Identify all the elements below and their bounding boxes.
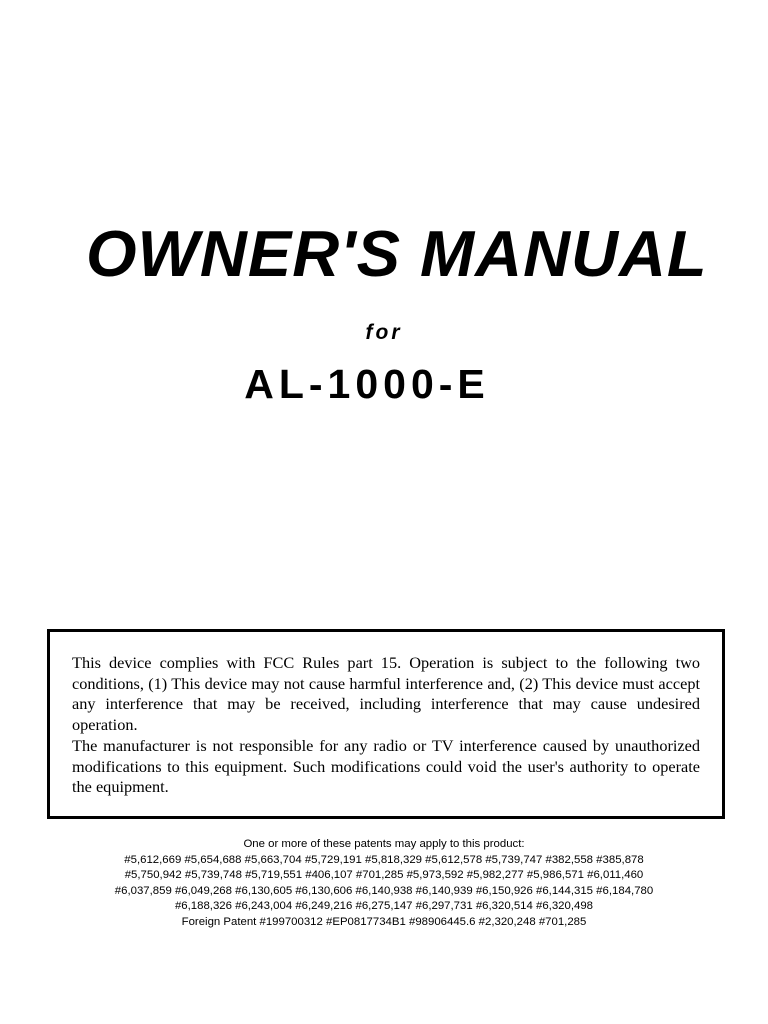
- model-name: AL-1000-E: [244, 361, 490, 407]
- patent-line: #5,750,942 #5,739,748 #5,719,551 #406,107 #701,285 #5,973,592 #5,982,277 #5,986,571 #6,011,460: [124, 869, 644, 881]
- fcc-notice-box: [47, 629, 725, 819]
- manufacturer-disclaimer-text: The manufacturer is not responsible for any radio or TV interference caused by unauthorized modifications to this equipment. Such modifications could void the user's authority to operate the equipment.: [72, 735, 700, 797]
- patent-line: #6,037,859 #6,049,268 #6,130,605 #6,130,606 #6,140,938 #6,140,939 #6,150,926 #6,144,315 #6,184,780: [114, 884, 654, 897]
- fcc-compliance-text: This device complies with FCC Rules part 15. Operation is subject to the following two conditions, (1) This device may not cause harmful interference and, (2) This device must accept any interference that may be received, including interference that may cause undesired operation.: [72, 653, 700, 735]
- for-label: for: [365, 321, 403, 344]
- foreign-patent-line: Foreign Patent #199700312 #EP0817734B1 #98906445.6 #2,320,248 #701,285: [181, 915, 587, 928]
- patent-list: [0, 837, 768, 930]
- patent-intro: One or more of these patents may apply to this product:: [243, 838, 525, 850]
- manual-title: OWNER'S MANUAL: [86, 217, 708, 290]
- patent-line: #6,188,326 #6,243,004 #6,249,216 #6,275,147 #6,297,731 #6,320,514 #6,320,498: [174, 900, 594, 912]
- patent-line: #5,612,669 #5,654,688 #5,663,704 #5,729,191 #5,818,329 #5,612,578 #5,739,747 #382,558 #385,878: [124, 853, 644, 866]
